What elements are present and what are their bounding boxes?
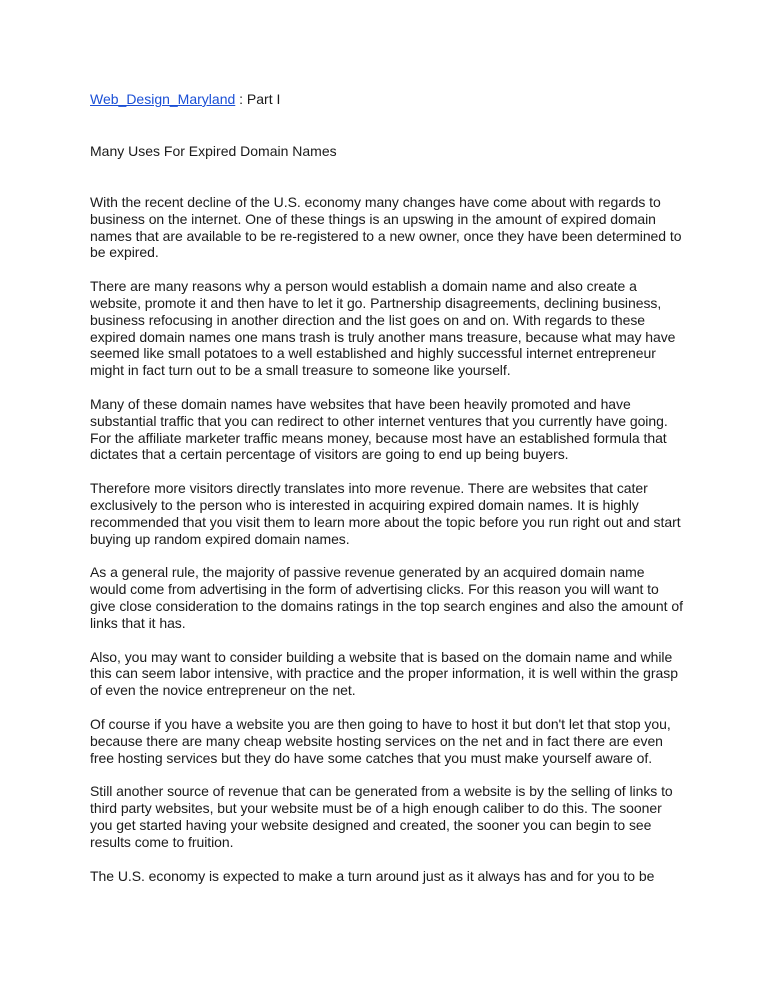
document-page xyxy=(90,90,684,901)
paragraph: The U.S. economy is expected to make a turn around just as it always has and for you to be xyxy=(90,867,655,884)
paragraph: As a general rule, the majority of passive revenue generated by an acquired domain name would come from advertising in the form of advertising clicks. For this reason you will want to give close consideration to the domains ratings in the top search engines and also the amount of links that it has. xyxy=(90,564,683,631)
paragraph: Of course if you have a website you are then going to have to host it but don't let that stop you, because there are many cheap website hosting services on the net and in fact there are even free hosting services but they do have some catches that you must make yourself aware of. xyxy=(90,715,671,766)
web-design-maryland-link[interactable]: Web_Design_Maryland xyxy=(90,91,236,107)
paragraph: With the recent decline of the U.S. economy many changes have come about with regards to business on the internet. One of these things is an upswing in the amount of expired domain names that are available to be re-registered to a new owner, once they have been determined to be expired. xyxy=(90,194,682,261)
paragraph: Still another source of revenue that can be generated from a website is by the selling of links to third party websites, but your website must be of a high enough caliber to do this. The sooner you get started having your website designed and created, the sooner you can begin to see results come to fruition. xyxy=(90,783,673,850)
paragraph: Many of these domain names have websites that have been heavily promoted and have substantial traffic that you can redirect to other internet ventures that you currently have going. For the affiliate marketer traffic means money, because most have an established formula that dictates that a certain percentage of visitors are going to end up being buyers. xyxy=(90,395,668,463)
paragraph: Also, you may want to consider building a website that is based on the domain name and while this can seem labor intensive, with practice and the proper information, it is well within the grasp of even the novice entrepreneur on the net. xyxy=(90,648,678,699)
document-body xyxy=(90,194,684,884)
document-title: Many Uses For Expired Domain Names xyxy=(90,143,337,159)
header-part-label: : Part I xyxy=(235,91,281,107)
document-header xyxy=(90,90,684,108)
paragraph: Therefore more visitors directly translates into more revenue. There are websites that cater exclusively to the person who is interested in acquiring expired domain names. It is highly recommended that you visit them to learn more about the topic before you run right out and start buying up random expired domain names. xyxy=(90,480,681,547)
paragraph: There are many reasons why a person would establish a domain name and also create a website, promote it and then have to let it go. Partnership disagreements, declining business, business refocusing in another direction and the list goes on and on. With regards to these expired domain names one mans trash is truly another mans treasure, because what may have seemed like small potatoes to a well established and highly successful internet entrepreneur might in fact turn out to be a small treasure to someone like yourself. xyxy=(90,278,676,379)
